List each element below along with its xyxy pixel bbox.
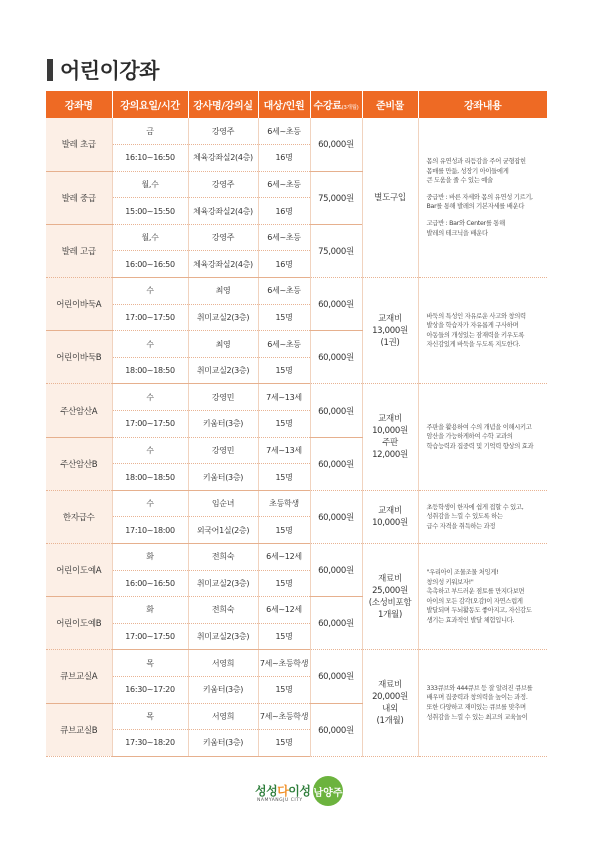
paragraph-gap: [427, 186, 542, 193]
course-time: 17:00~17:50: [112, 411, 188, 438]
course-fee: 75,000원: [310, 224, 362, 277]
course-description: [418, 490, 547, 543]
header-target: 대상/인원: [258, 91, 310, 118]
course-target: 6세~초등: [258, 331, 310, 358]
course-time: 16:30~17:20: [112, 676, 188, 703]
description-line: 급수 자격을 취득하는 과정: [426, 522, 496, 530]
materials-line: 25,000원: [372, 585, 408, 596]
course-time: 17:30~18:20: [112, 730, 188, 757]
header-fee-note: (3개월): [341, 105, 359, 111]
course-capacity: 15명: [258, 357, 310, 384]
course-target: 7세~초등학생: [258, 650, 310, 677]
course-instructor: 강영주: [188, 224, 258, 251]
course-name: 어린이도예B: [46, 597, 112, 650]
course-room: 체육강좌실2(4층): [188, 251, 258, 278]
course-room: 체육강좌실2(4층): [188, 198, 258, 225]
course-day: 금: [112, 118, 188, 145]
materials-line: (1개월): [376, 716, 404, 727]
course-day: 수: [112, 384, 188, 411]
table-row: [46, 278, 547, 305]
header-instructor-room: 강사명/강의실: [188, 91, 258, 118]
logo-subtitle: NAMYANGJU CITY: [257, 798, 303, 803]
course-capacity: 15명: [258, 517, 310, 544]
course-room: 키움터(3층): [188, 676, 258, 703]
course-day: 월,수: [112, 224, 188, 251]
materials-line: 내외: [382, 704, 398, 715]
course-fee: 60,000원: [310, 437, 362, 490]
header-materials: 준비물: [362, 91, 418, 118]
materials-line: 주판: [382, 438, 398, 449]
paragraph-gap: [427, 212, 542, 219]
course-fee: 60,000원: [310, 118, 362, 171]
description-line: 중급반 : 바른 자세와 몸의 유연성 기르기,: [426, 193, 533, 201]
course-target: 6세~12세: [258, 597, 310, 624]
course-day: 목: [112, 703, 188, 730]
course-capacity: 16명: [258, 251, 310, 278]
description-line: 또한 다양하고 재미있는 큐브를 맞추며: [426, 704, 526, 712]
course-fee: 60,000원: [310, 544, 362, 597]
description-line: 발달되며 두뇌활동도 좋아지고, 자신감도: [426, 607, 532, 615]
course-description: [418, 544, 547, 650]
description-line: Bar를 통해 발레의 기본자세를 배운다: [426, 203, 525, 211]
description-line: 아동들의 개성있는 잠재력을 키우도록: [426, 331, 525, 339]
table-row: [46, 650, 547, 677]
course-name: 큐브교실B: [46, 703, 112, 756]
course-description: [418, 118, 547, 278]
materials-line: 교재비: [378, 414, 402, 425]
course-time: 17:10~18:00: [112, 517, 188, 544]
course-fee: 60,000원: [310, 597, 362, 650]
course-fee: 60,000원: [310, 703, 362, 756]
description-line: 초등학생이 한자에 쉽게 접할 수 있고,: [426, 503, 524, 511]
course-instructor: 강영민: [188, 437, 258, 464]
course-capacity: 15명: [258, 623, 310, 650]
course-name: 발레 중급: [46, 171, 112, 224]
course-capacity: 16명: [258, 145, 310, 172]
description-line: 고급반 : Bar와 Center를 통해: [426, 219, 505, 227]
course-materials: [362, 490, 418, 543]
course-fee: 60,000원: [310, 331, 362, 384]
course-target: 6세~12세: [258, 544, 310, 571]
course-room: 키움터(3층): [188, 464, 258, 491]
course-capacity: 15명: [258, 304, 310, 331]
description-line: 배우며 집중력과 창의력을 높이는 과정.: [426, 694, 528, 702]
course-name: 발레 고급: [46, 224, 112, 277]
table-row: [46, 384, 547, 411]
course-day: 수: [112, 331, 188, 358]
course-target: 6세~초등: [258, 278, 310, 305]
course-capacity: 16명: [258, 198, 310, 225]
course-time: 17:00~17:50: [112, 623, 188, 650]
description-line: 생기는 효과적인 발달 체험입니다.: [426, 616, 515, 624]
course-instructor: 강영주: [188, 118, 258, 145]
course-target: 6세~초등: [258, 224, 310, 251]
materials-line: 13,000원: [372, 325, 408, 336]
course-day: 화: [112, 544, 188, 571]
course-description: [418, 278, 547, 384]
table-row: [46, 544, 547, 571]
description-line: 바둑의 특성인 자유로운 사고와 창의력: [426, 312, 526, 320]
description-line: 몸의 유연성과 리듬감을 주어 균형잡힌: [426, 157, 526, 165]
description-line: 큰 도움을 줄 수 있는 예술: [426, 177, 493, 185]
course-name: 큐브교실A: [46, 650, 112, 703]
course-instructor: 강영민: [188, 384, 258, 411]
course-time: 15:00~15:50: [112, 198, 188, 225]
course-target: 6세~초등: [258, 171, 310, 198]
logo-wordmark: 성성다이성: [255, 784, 311, 798]
course-room: 취미교실2(3층): [188, 570, 258, 597]
course-instructor: 서영희: [188, 650, 258, 677]
course-instructor: 최영: [188, 331, 258, 358]
materials-line: 재료비: [378, 573, 402, 584]
course-instructor: 최영: [188, 278, 258, 305]
course-time: 18:00~18:50: [112, 464, 188, 491]
materials-line: 별도구입: [374, 192, 406, 203]
course-fee: 75,000원: [310, 171, 362, 224]
course-day: 목: [112, 650, 188, 677]
course-name: 어린이도예A: [46, 544, 112, 597]
materials-line: 12,000원: [372, 450, 408, 461]
course-day: 수: [112, 490, 188, 517]
course-room: 취미교실2(3층): [188, 357, 258, 384]
course-instructor: 전희숙: [188, 597, 258, 624]
course-materials: [362, 384, 418, 490]
materials-line: 20,000원: [372, 692, 408, 703]
description-line: 학습능력과 집중력 및 기억력 향상의 효과: [426, 442, 534, 450]
materials-line: 1개월): [378, 609, 402, 620]
course-target: 7세~13세: [258, 437, 310, 464]
course-room: 취미교실2(3층): [188, 623, 258, 650]
course-target: 7세~13세: [258, 384, 310, 411]
course-time: 16:10~16:50: [112, 145, 188, 172]
header-content: 강좌내용: [418, 91, 547, 118]
description-line: 발레의 테크닉을 배운다: [426, 229, 488, 237]
course-materials: [362, 278, 418, 384]
materials-line: (소성비포함: [368, 597, 412, 608]
city-logo: [255, 776, 345, 822]
course-time: 16:00~16:50: [112, 251, 188, 278]
course-instructor: 임순녀: [188, 490, 258, 517]
course-room: 외국어1실(2층): [188, 517, 258, 544]
description-line: "우리아이 조물조물 처잉게!: [426, 568, 499, 576]
course-fee: 60,000원: [310, 650, 362, 703]
header-row: [46, 91, 547, 118]
course-room: 키움터(3층): [188, 730, 258, 757]
course-name: 어린이바둑B: [46, 331, 112, 384]
course-name: 한자급수: [46, 490, 112, 543]
course-time: 17:00~17:50: [112, 304, 188, 331]
course-capacity: 15명: [258, 676, 310, 703]
course-name: 주산암산A: [46, 384, 112, 437]
course-instructor: 전희숙: [188, 544, 258, 571]
materials-line: 10,000원: [372, 517, 408, 528]
course-fee: 60,000원: [310, 384, 362, 437]
materials-line: 재료비: [378, 680, 402, 691]
description-line: 몸매를 만듦, 성장기 아이들에게: [426, 167, 509, 175]
description-line: 주판을 활용하여 수의 개념을 이해시키고: [426, 423, 532, 431]
course-capacity: 15명: [258, 570, 310, 597]
course-materials: [362, 544, 418, 650]
description-line: 333큐브와 444큐브 등 잘 알려진 큐브를: [426, 684, 533, 692]
page-title: [47, 58, 159, 82]
description-line: 창의성 키워보자!": [426, 578, 474, 586]
course-target: 7세~초등학생: [258, 703, 310, 730]
course-table-body: [46, 118, 547, 756]
logo-emblem: 남양주: [313, 776, 343, 806]
course-description: [418, 650, 547, 756]
header-schedule: 강의요일/시간: [112, 91, 188, 118]
course-materials: [362, 118, 418, 278]
course-capacity: 15명: [258, 730, 310, 757]
course-instructor: 서영희: [188, 703, 258, 730]
course-day: 화: [112, 597, 188, 624]
course-time: 16:00~16:50: [112, 570, 188, 597]
course-target: 초등학생: [258, 490, 310, 517]
course-day: 수: [112, 437, 188, 464]
course-day: 수: [112, 278, 188, 305]
materials-line: 교재비: [378, 313, 402, 324]
table-row: [46, 490, 547, 517]
course-instructor: 강영주: [188, 171, 258, 198]
course-day: 월,수: [112, 171, 188, 198]
course-table: [46, 91, 547, 757]
description-line: 아이의 모든 감각(오감)이 자연스럽게: [426, 597, 523, 605]
course-target: 6세~초등: [258, 118, 310, 145]
course-name: 주산암산B: [46, 437, 112, 490]
course-materials: [362, 650, 418, 756]
description-line: 성취감을 느낄 수 있도록 하는: [426, 513, 503, 521]
course-fee: 60,000원: [310, 490, 362, 543]
page-title-text: 어린이강좌: [60, 59, 159, 83]
description-line: 성취감을 느낄 수 있는 최고의 교육놀이: [426, 713, 528, 721]
course-name: 발레 초급: [46, 118, 112, 171]
course-fee: 60,000원: [310, 278, 362, 331]
course-room: 키움터(3층): [188, 411, 258, 438]
description-line: 발상을 학습자가 자유롭게 구사하며: [426, 322, 519, 330]
course-room: 체육강좌실2(4층): [188, 145, 258, 172]
course-description: [418, 384, 547, 490]
course-name: 어린이바둑A: [46, 278, 112, 331]
header-fee-label: 수강료: [313, 101, 342, 112]
description-line: 촉촉하고 부드러운 점토를 만지다보면: [426, 588, 525, 596]
course-time: 18:00~18:50: [112, 357, 188, 384]
title-accent-bar: [47, 59, 53, 81]
description-line: 자신감있게 바둑을 두도록 지도한다.: [426, 341, 521, 349]
materials-line: 교재비: [378, 505, 402, 516]
description-line: 암산을 가능하게하여 수학 교과의: [426, 433, 513, 441]
course-capacity: 15명: [258, 464, 310, 491]
header-course: 강좌명: [46, 91, 112, 118]
header-fee: [310, 91, 362, 118]
table-row: [46, 118, 547, 145]
materials-line: (1권): [380, 337, 400, 348]
course-room: 취미교실2(3층): [188, 304, 258, 331]
materials-line: 10,000원: [372, 426, 408, 437]
course-capacity: 15명: [258, 411, 310, 438]
